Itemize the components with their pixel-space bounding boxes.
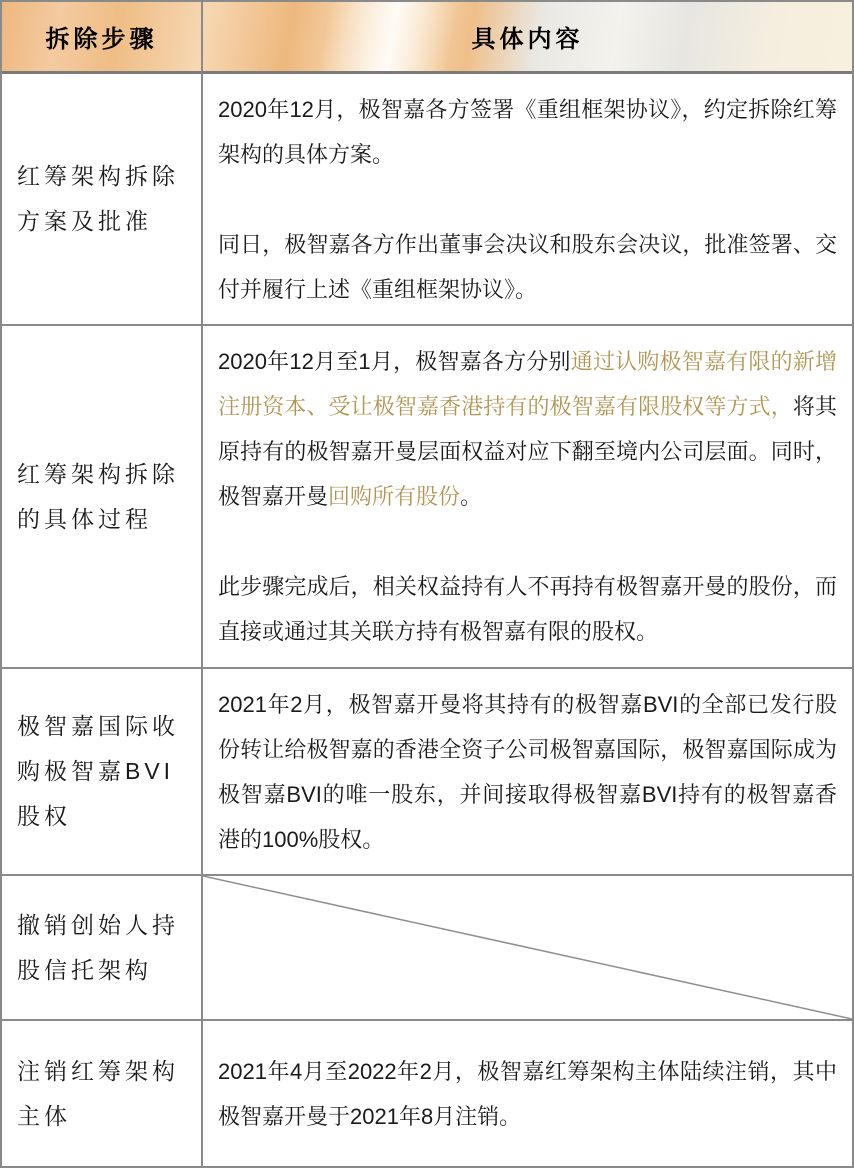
content-cell-process: [201, 324, 852, 667]
highlight-text: 通过认购极智嘉有限的新增注册资本、受让极智嘉香港持有的极智嘉有限股权等方式，: [218, 349, 837, 419]
step-line: 红筹架构拆除: [17, 163, 179, 189]
table-header-row: [2, 2, 852, 71]
paragraph: [218, 339, 837, 519]
header-cell-content: 具体内容: [201, 2, 852, 71]
content-cell-bvi-acquisition: [201, 667, 852, 874]
paragraph: 2021年4月至2022年2月，极智嘉红筹架构主体陆续注销，其中极智嘉开曼于2021年8月注销。: [218, 1058, 837, 1129]
text-segment: 将其原持有的极智嘉开曼层面权益对应下翻至境内公司层面。同时，极智嘉开曼: [218, 394, 837, 509]
content-cell-empty-strikethrough: [201, 874, 852, 1019]
step-cell-trust-revocation: [2, 874, 201, 1019]
step-line: 购极智嘉BVI: [17, 758, 175, 784]
paragraph: 此步骤完成后，相关权益持有人不再持有极智嘉开曼的股份，而直接或通过其关联方持有极智嘉有限的股权。: [218, 574, 837, 644]
paragraph: 2020年12月，极智嘉各方签署《重组框架协议》，约定拆除红筹架构的具体方案。: [218, 96, 837, 167]
step-line: 撤销创始人持: [17, 911, 179, 938]
step-line: 注销红筹架构: [17, 1057, 179, 1084]
step-cell-bvi-acquisition: [2, 667, 201, 874]
text-segment: 。: [460, 484, 483, 509]
highlight-text: 回购所有股份: [328, 484, 461, 509]
step-line: 的具体过程: [17, 505, 152, 532]
diagonal-strike-line: [203, 876, 852, 1019]
paragraph: 同日，极智嘉各方作出董事会决议和股东会决议，批准签署、交付并履行上述《重组框架协议》。: [218, 231, 837, 302]
content-cell-deregistration: [201, 1019, 852, 1166]
paragraph: 2021年2月，极智嘉开曼将其持有的极智嘉BVI的全部已发行股份转让给极智嘉的香港全资子公司极智嘉国际，极智嘉国际成为极智嘉BVI的唯一股东，并间接取得极智嘉BVI持有的极智嘉香港的100%股权。: [218, 691, 837, 852]
step-line: 主体: [17, 1102, 71, 1129]
content-cell-plan-approval: [201, 71, 852, 324]
step-line: 股权: [17, 803, 71, 829]
step-cell-process: [2, 324, 201, 667]
step-line: 红筹架构拆除: [17, 460, 179, 487]
step-line: 极智嘉国际收: [17, 713, 179, 739]
step-cell-plan-approval: [2, 71, 201, 324]
header-cell-step: 拆除步骤: [45, 26, 158, 53]
text-segment: 2020年12月至1月，极智嘉各方分别: [218, 349, 571, 374]
step-cell-deregistration: [2, 1019, 201, 1166]
step-line: 股信托架构: [17, 956, 152, 983]
step-line: 方案及批准: [17, 208, 152, 234]
